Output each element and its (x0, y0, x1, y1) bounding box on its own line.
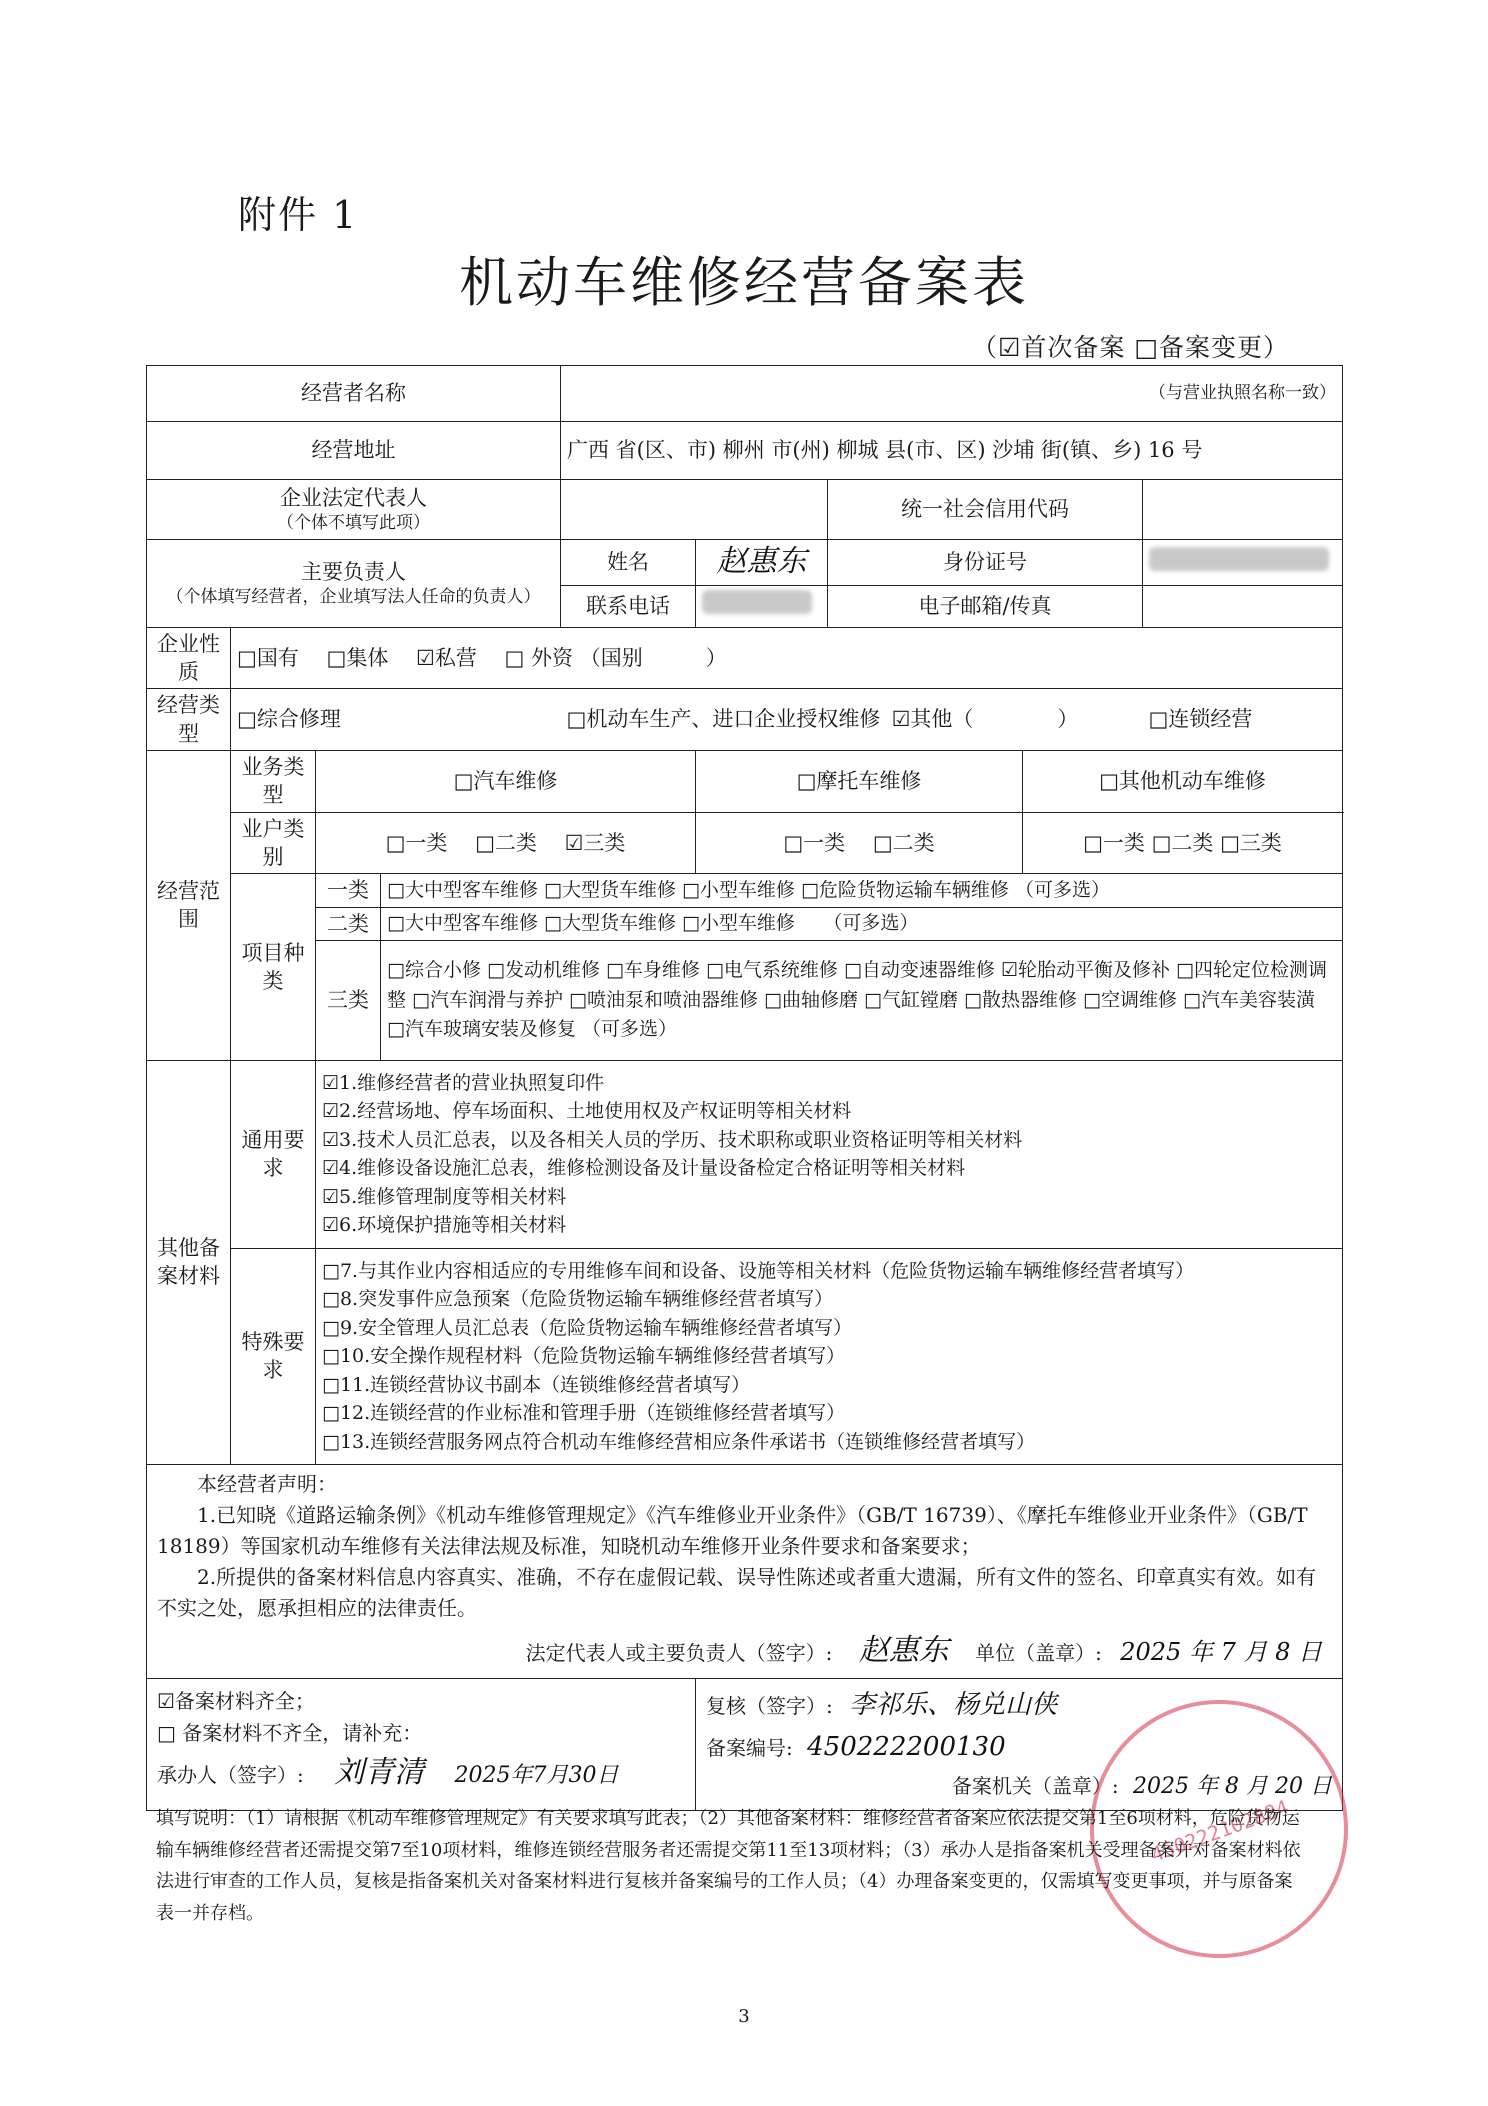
house-moto: □一类 □二类 (696, 812, 1023, 874)
phone-label: 联系电话 (561, 585, 696, 627)
declaration-p2: 2.所提供的备案材料信息内容真实、准确，不存在虚假记载、误导性陈述或者重大遗漏，所有文件的签名、印章真实有效。如有不实之处，愿承担相应的法律责任。 (157, 1564, 1317, 1620)
house-other: □一类 □二类 □三类 (1023, 812, 1343, 874)
special-item: □11.连锁经营协议书副本（连锁维修经营者填写） (322, 1373, 751, 1396)
house-car: □一类 □二类 ☑三类 (316, 812, 696, 874)
id-label: 身份证号 (828, 540, 1143, 586)
legal-rep-value (561, 480, 828, 540)
authority-date: 2025 年 8 月 20 日 (1133, 1773, 1332, 1799)
special-items (316, 1248, 1343, 1464)
nature-options: □国有 □集体 ☑私营 □ 外资 （国别 ） (231, 627, 1343, 689)
biz-car: □汽车维修 (316, 750, 696, 812)
name-label: 经营者名称 (147, 366, 561, 422)
special-item: □8.突发事件应急预案（危险货物运输车辆维修经营者填写） (322, 1288, 834, 1311)
address-value: 广西 省(区、市) 柳州 市(州) 柳城 县(市、区) 沙埔 街(镇、乡) 16 号 (561, 422, 1343, 480)
number-label: 备案编号: (706, 1736, 793, 1761)
general-item: ☑4.维修设备设施汇总表，维修检测设备及计量设备检定合格证明等相关材料 (322, 1157, 966, 1180)
special-item: □13.连锁经营服务网点符合机动车维修经营相应条件承诺书（连锁维修经营者填写） (322, 1430, 1036, 1453)
type-option-chain: □连锁经营 (1143, 689, 1343, 751)
type-option-authorized: □机动车生产、进口企业授权维修 (561, 689, 828, 751)
class2-value: □大中型客车维修 □大型货车维修 □小型车维修 （可多选） (381, 907, 1343, 940)
general-item: ☑1.维修经营者的营业执照复印件 (322, 1071, 605, 1094)
special-item: □7.与其作业内容相适应的专用维修车间和设备、设施等相关材料（危险货物运输车辆维修经营者填写） (322, 1259, 1195, 1282)
address-label: 经营地址 (147, 422, 561, 480)
number-value: 450222200130 (807, 1732, 1006, 1763)
special-item: □12.连锁经营的作业标准和管理手册（连锁维修经营者填写） (322, 1402, 846, 1425)
handler-line (157, 1749, 685, 1797)
email-value (1143, 585, 1343, 627)
type-label: 经营类型 (147, 689, 231, 751)
stamp-number: 450222102884 (1147, 1794, 1292, 1867)
principal-cell (147, 540, 561, 628)
class1-label: 一类 (316, 874, 381, 907)
general-item: ☑6.环境保护措施等相关材料 (322, 1214, 567, 1237)
review-left (147, 1679, 696, 1810)
credit-code-label: 统一社会信用代码 (828, 480, 1143, 540)
sign-label: 法定代表人或主要负责人（签字）: (525, 1640, 833, 1665)
id-value-redacted (1143, 540, 1343, 586)
type-option-comprehensive: □综合修理 (231, 689, 561, 751)
authority-label: 备案机关（盖章）: (951, 1773, 1119, 1798)
declaration-p1: 1.已知晓《道路运输条例》《机动车维修管理规定》《汽车维修业开业条件》（GB/T 16739）、《摩托车维修业开业条件》（GB/T 18189）等国家机动车维修有关法律法规及标准，知晓机动车维修开业条件要求和备案要求； (157, 1502, 1308, 1558)
surname-label: 姓名 (561, 540, 696, 586)
principal-label: 主要负责人 (301, 559, 406, 584)
incomplete-line: □ 备案材料不齐全，请补充： (157, 1721, 423, 1746)
general-items (316, 1060, 1343, 1248)
filling-notes: 填写说明：（1）请根据《机动车维修管理规定》有关要求填写此表；（2）其他备案材料：维修经营者备案应依法提交第1至6项材料，危险货物运输车辆维修经营者还需提交第7至10项材料，维修连锁经营服务者还需提交第11至13项材料；（3）承办人是指备案机关受理备案并对备案材料依法进行审查的工作人员，复核是指备案机关对备案材料进行复核并备案编号的工作人员；（4）办理备案变更的，仅需填写变更事项，并与原备案表一并存档。 (156, 1808, 1301, 1924)
handler-value: 刘青清 (334, 1755, 425, 1791)
household-label: 业户类别 (231, 812, 316, 874)
class3-value: □综合小修 □发动机维修 □车身维修 □电气系统维修 □自动变速器维修 ☑轮胎动平衡及修补 □四轮定位检测调整 □汽车润滑与养护 □喷油泵和喷油器维修 □曲轴修磨 □气缸镗磨 □散热器维修 □空调维修 □汽车美容装潢 □汽车玻璃安装及修复 （可多选） (381, 940, 1343, 1060)
declaration-cell (147, 1464, 1343, 1679)
reviewer-value: 李祁乐、杨兑山侠 (849, 1690, 1058, 1721)
materials-label: 其他备案材料 (147, 1060, 231, 1464)
credit-code-value (1143, 480, 1343, 540)
special-item: □10.安全操作规程材料（危险货物运输车辆维修经营者填写） (322, 1345, 846, 1368)
legal-rep-cell (147, 480, 561, 540)
special-item: □9.安全管理人员汇总表（危险货物运输车辆维修经营者填写） (322, 1316, 853, 1339)
unit-date: 2025 年 7 月 8 日 (1120, 1637, 1322, 1666)
declaration-heading: 本经营者声明： (197, 1471, 337, 1496)
complete-line: ☑备案材料齐全； (157, 1689, 315, 1714)
general-item: ☑5.维修管理制度等相关材料 (322, 1185, 567, 1208)
handler-label: 承办人（签字）: (157, 1763, 304, 1788)
class3-label: 三类 (316, 940, 381, 1060)
general-item: ☑2.经营场地、停车场面积、土地使用权及产权证明等相关材料 (322, 1100, 852, 1123)
scope-label: 经营范围 (147, 750, 231, 1060)
general-label: 通用要求 (231, 1060, 316, 1248)
surname-value: 赵惠东 (696, 540, 828, 586)
biz-moto: □摩托车维修 (696, 750, 1023, 812)
items-label: 项目种类 (231, 874, 316, 1061)
phone-value-redacted (696, 585, 828, 627)
legal-rep-note: （个体不填写此项） (277, 513, 430, 534)
legal-rep-label: 企业法定代表人 (280, 485, 427, 510)
sign-value: 赵惠东 (858, 1632, 949, 1668)
nature-label: 企业性质 (147, 627, 231, 689)
email-label: 电子邮箱/传真 (828, 585, 1143, 627)
special-label: 特殊要求 (231, 1248, 316, 1464)
biz-type-label: 业务类型 (231, 750, 316, 812)
attachment-label: 附件 1 (238, 193, 359, 237)
handler-date: 2025年7月30日 (454, 1763, 619, 1789)
name-note: （与营业执照名称一致） (561, 366, 1343, 422)
reviewer-label: 复核（签字）: (706, 1694, 833, 1719)
filing-type: （☑首次备案 □备案变更） (972, 333, 1289, 362)
principal-note: （个体填写经营者，企业填写法人任命的负责人） (166, 586, 541, 607)
page-number: 3 (738, 2006, 750, 2027)
form-title: 机动车维修经营备案表 (459, 251, 1029, 314)
class1-value: □大中型客车维修 □大型货车维修 □小型车维修 □危险货物运输车辆维修 （可多选） (381, 874, 1343, 907)
unit-label: 单位（盖章）: (975, 1640, 1102, 1665)
declaration-sign-line (157, 1628, 1332, 1675)
general-item: ☑3.技术人员汇总表，以及各相关人员的学历、技术职称或职业资格证明等相关材料 (322, 1128, 1023, 1151)
type-option-other: ☑其他（ ） (828, 689, 1143, 751)
filing-form-table (146, 365, 1343, 1811)
biz-other: □其他机动车维修 (1023, 750, 1343, 812)
class2-label: 二类 (316, 907, 381, 940)
